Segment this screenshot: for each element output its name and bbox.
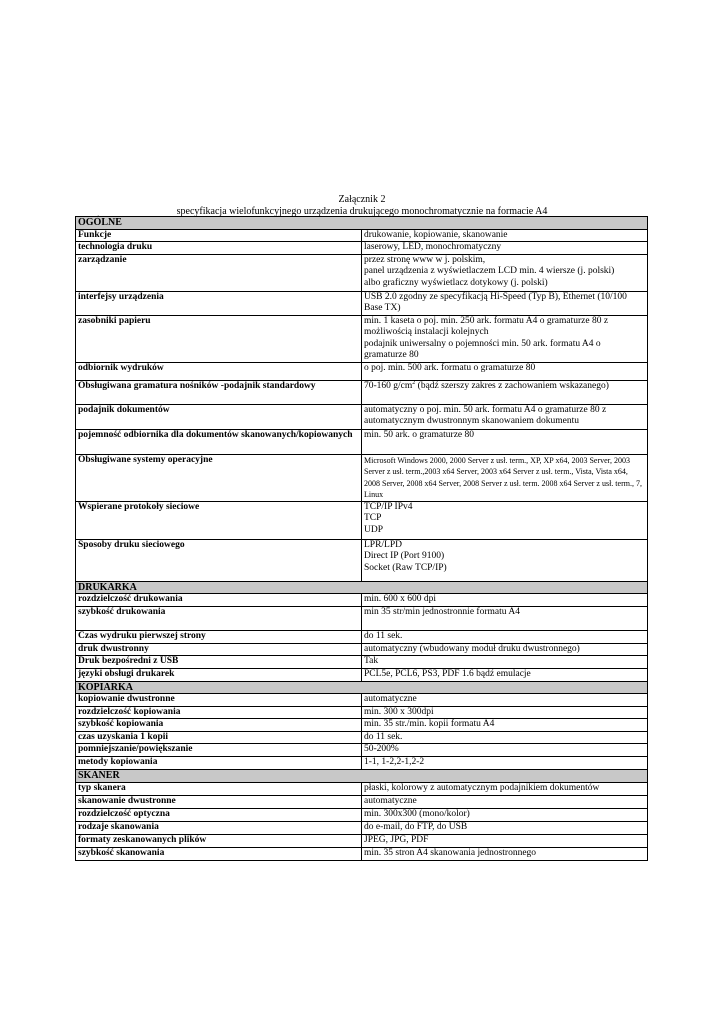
- spec-value: [362, 834, 648, 847]
- spec-key: technologia druku: [76, 242, 362, 255]
- specification-subtitle: specyfikacja wielofunkcyjnego urządzenia drukującego monochromatycznie na formacie A4: [176, 206, 548, 217]
- spec-key: rodzaje skanowania: [76, 821, 362, 834]
- spec-value: [362, 795, 648, 808]
- spec-value-line: min. 300 x 300dpi: [364, 706, 434, 717]
- spec-value: [362, 821, 648, 834]
- spec-value: [362, 315, 648, 362]
- spec-value-text: 70-160 g/cm: [364, 380, 413, 391]
- spec-value-line: automatyczny o poj. min. 50 ark. formatu A4 o gramaturze 80 z automatycznym dwustronnym skanowaniem dokumentu: [364, 404, 607, 426]
- spec-key: zarządzanie: [76, 254, 362, 291]
- spec-key: Druk bezpośredni z USB: [76, 656, 362, 669]
- spec-value-line: min. 35 str./min. kopii formatu A4: [364, 719, 495, 729]
- spec-key: odbiornik wydruków: [76, 362, 362, 380]
- spec-value-line: płaski, kolorowy z automatycznym podajnikiem dokumentów: [364, 782, 600, 793]
- spec-row: [76, 821, 648, 834]
- spec-key: typ skanera: [76, 782, 362, 795]
- spec-value: [362, 606, 648, 630]
- spec-value-line: podajnik uniwersalny o pojemności min. 50 ark. formatu A4 o gramaturze 80: [364, 338, 601, 360]
- spec-row: [76, 254, 648, 291]
- spec-key: formaty zeskanowanych plików: [76, 834, 362, 847]
- spec-row: [76, 668, 648, 681]
- spec-value: [362, 539, 648, 581]
- spec-value-line: Direct IP (Port 9100): [364, 551, 445, 561]
- specification-table-body: [76, 217, 648, 861]
- spec-value-line: automatyczne: [364, 795, 417, 806]
- spec-row: [76, 719, 648, 732]
- spec-value: [362, 757, 648, 770]
- spec-key: szybkość skanowania: [76, 847, 362, 860]
- spec-key: druk dwustronny: [76, 643, 362, 656]
- spec-row: [76, 630, 648, 643]
- spec-value-line: automatyczne: [364, 694, 417, 704]
- spec-value: [362, 847, 648, 860]
- section-title: DRUKARKA: [76, 581, 648, 594]
- spec-row: [76, 501, 648, 539]
- spec-row: [76, 643, 648, 656]
- spec-value: [362, 668, 648, 681]
- spec-value-line: do e-mail, do FTP, do USB: [364, 821, 468, 832]
- spec-value-line: Socket (Raw TCP/IP): [364, 562, 447, 573]
- spec-value-line: min. 1 kaseta o poj. min. 250 ark. formatu A4 o gramaturze 80 z możliwością instalacji kolejnych: [364, 315, 609, 337]
- spec-key: pomniejszanie/powiększanie: [76, 744, 362, 757]
- spec-value: [362, 656, 648, 669]
- spec-key: rozdzielczość optyczna: [76, 808, 362, 821]
- spec-row: [76, 291, 648, 315]
- spec-row: [76, 315, 648, 362]
- spec-key: języki obsługi drukarek: [76, 668, 362, 681]
- spec-key: szybkość kopiowania: [76, 719, 362, 732]
- spec-value: [362, 744, 648, 757]
- spec-row: [76, 782, 648, 795]
- spec-value: [362, 706, 648, 719]
- spec-row: [76, 744, 648, 757]
- spec-value: [362, 643, 648, 656]
- spec-value: [362, 719, 648, 732]
- spec-value: [362, 229, 648, 242]
- section-header-row: [76, 770, 648, 783]
- section-header-row: [76, 681, 648, 694]
- spec-key: skanowanie dwustronne: [76, 795, 362, 808]
- spec-key: kopiowanie dwustronne: [76, 694, 362, 707]
- spec-key: metody kopiowania: [76, 757, 362, 770]
- spec-value-line: 1-1, 1-2,2-1,2-2: [364, 757, 425, 767]
- spec-key: Obsługiwane systemy operacyjne: [76, 454, 362, 501]
- spec-row: [76, 404, 648, 429]
- spec-row: [76, 539, 648, 581]
- spec-value: [362, 404, 648, 429]
- spec-value: [362, 731, 648, 744]
- section-title: KOPIARKA: [76, 681, 648, 694]
- spec-value-line: TCP: [364, 513, 382, 523]
- spec-row: [76, 229, 648, 242]
- spec-key: pojemność odbiornika dla dokumentów skanowanych/kopiowanych: [76, 429, 362, 454]
- spec-value: [362, 630, 648, 643]
- spec-value: [362, 362, 648, 380]
- spec-row: [76, 656, 648, 669]
- spec-key: rozdzielczość drukowania: [76, 594, 362, 607]
- spec-value-line: min. 35 stron A4 skanowania jednostronnego: [364, 847, 537, 858]
- spec-value-line: min. 600 x 600 dpi: [364, 594, 437, 604]
- spec-row: [76, 362, 648, 380]
- spec-value-line: 50-200%: [364, 744, 399, 754]
- spec-row: [76, 757, 648, 770]
- spec-value-line: o poj. min. 500 ark. formatu o gramaturze 80: [364, 362, 536, 373]
- spec-row: [76, 694, 648, 707]
- section-title: OGÓLNE: [76, 217, 648, 230]
- spec-value: [362, 429, 648, 454]
- spec-value-line: do 11 sek.: [364, 630, 403, 641]
- spec-row: [76, 808, 648, 821]
- spec-value: [362, 380, 648, 404]
- spec-value-line: drukowanie, kopiowanie, skanowanie: [364, 229, 508, 240]
- spec-row: [76, 380, 648, 404]
- spec-value-line: laserowy, LED, monochromatyczny: [364, 242, 502, 252]
- spec-key: Sposoby druku sieciowego: [76, 539, 362, 581]
- spec-row: [76, 454, 648, 501]
- spec-value-superscript: 2: [412, 379, 416, 386]
- spec-value-line: do 11 sek.: [364, 731, 403, 742]
- spec-value-line: automatyczny (wbudowany moduł druku dwustronnego): [364, 643, 580, 654]
- spec-value-line: PCL5e, PCL6, PS3, PDF 1.6 bądź emulacje: [364, 668, 531, 679]
- spec-value-line: min 35 str/min jednostronnie formatu A4: [364, 606, 520, 617]
- spec-key: Wspierane protokoły sieciowe: [76, 501, 362, 539]
- spec-row: [76, 706, 648, 719]
- spec-value-line: min. 50 ark. o gramaturze 80: [364, 429, 475, 440]
- spec-value-line: TCP/IP IPv4: [364, 501, 413, 512]
- spec-key: szybkość drukowania: [76, 606, 362, 630]
- spec-key: podajnik dokumentów: [76, 404, 362, 429]
- spec-row: [76, 594, 648, 607]
- spec-row: [76, 795, 648, 808]
- section-title: SKANER: [76, 770, 648, 783]
- spec-value: [362, 254, 648, 291]
- spec-key: Funkcje: [76, 229, 362, 242]
- specification-table: [75, 216, 648, 861]
- spec-value-line: UDP: [364, 524, 384, 535]
- spec-key: interfejsy urządzenia: [76, 291, 362, 315]
- attachment-title: Załącznik 2: [338, 194, 386, 205]
- spec-value-line: Microsoft Windows 2000, 2000 Server z usł. term., XP, XP x64, 2003 Server, 2003 Server z usł. term.,2003 x64 Server, 2003 x64 Server z usł. term., Vista, Vista x64, 2008 Server, 2008 x64 Server, 2008 Server z usł. term. 2008 x64 Server z usł. term., 7, Linux: [364, 455, 642, 499]
- spec-value-line: LPR/LPD: [364, 539, 403, 550]
- spec-key: Czas wydruku pierwszej strony: [76, 630, 362, 643]
- spec-value-line: min. 300x300 (mono/kolor): [364, 808, 470, 819]
- spec-value: [362, 782, 648, 795]
- spec-value-line: albo graficzny wyświetlacz dotykowy (j. polski): [364, 277, 548, 288]
- spec-value: [362, 594, 648, 607]
- spec-row: [76, 731, 648, 744]
- spec-value-text: (bądź szerszy zakres z zachowaniem wskazanego): [415, 380, 609, 391]
- spec-value-line: JPEG, JPG, PDF: [364, 834, 429, 845]
- spec-row: [76, 606, 648, 630]
- spec-value: [362, 694, 648, 707]
- spec-value-line: przez stronę www w j. polskim,: [364, 254, 486, 265]
- spec-value: [362, 501, 648, 539]
- spec-row: [76, 429, 648, 454]
- section-header-row: [76, 581, 648, 594]
- spec-key: czas uzyskania 1 kopii: [76, 731, 362, 744]
- spec-key: rozdzielczość kopiowania: [76, 706, 362, 719]
- spec-value: [362, 291, 648, 315]
- spec-value-line: panel urządzenia z wyświetlaczem LCD min. 4 wiersze (j. polski): [364, 266, 615, 276]
- section-header-row: [76, 217, 648, 230]
- spec-value: [362, 242, 648, 255]
- spec-key: zasobniki papieru: [76, 315, 362, 362]
- spec-key: Obsługiwana gramatura nośników -podajnik standardowy: [76, 380, 362, 404]
- spec-row: [76, 847, 648, 860]
- spec-value-line: Tak: [364, 656, 379, 666]
- spec-row: [76, 834, 648, 847]
- spec-row: [76, 242, 648, 255]
- spec-value: [362, 808, 648, 821]
- spec-value: [362, 454, 648, 501]
- spec-value-line: USB 2.0 zgodny ze specyfikacją Hi-Speed (Typ B), Ethernet (10/100 Base TX): [364, 291, 627, 313]
